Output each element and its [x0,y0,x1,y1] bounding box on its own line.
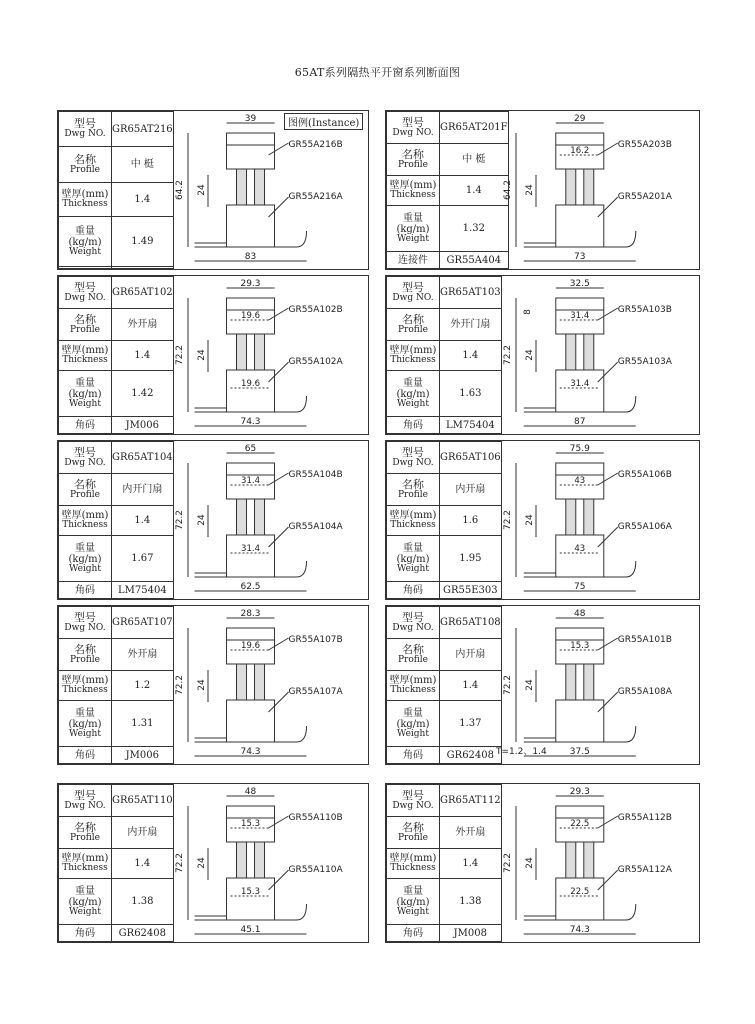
callout-b-label: GR55A108A [617,687,672,697]
lower-chamber [227,370,275,412]
inner-top-dimension-label: 31.4 [570,311,590,321]
bottom-dimension-label: 87 [574,417,586,427]
callout-b-label: GR55A110A [288,865,343,875]
lower-chamber [556,205,604,247]
model-value: GR65AT106 [440,442,502,474]
height-dimension-label: 72.2 [503,344,513,366]
inner-top-dimension-label: 16.2 [570,146,590,156]
base-flange [524,561,636,577]
weight-value: 1.37 [440,701,502,747]
thickness-value: 1.4 [440,849,502,879]
thermal-strip-right [255,664,265,700]
top-dimension-label: 32.5 [569,279,590,289]
height-dimension-label: 72.2 [175,344,185,366]
callout-b-leader [269,197,289,217]
mid-dimension-label: 24 [197,857,207,869]
thickness-value: 1.4 [112,341,174,371]
profile-value: 中 梃 [440,144,509,176]
thermal-strip-right [255,499,265,535]
profile-value: 外开门扇 [440,309,502,341]
callout-b-label: GR55A216A [288,192,343,202]
top-dimension-label: 48 [244,787,257,797]
corner-value: GR62408 [112,925,174,942]
thermal-strip-right [584,842,594,878]
corner-value: JM006 [112,747,174,764]
thermal-strip-left [237,664,247,700]
mid-dimension-label: 24 [525,679,535,691]
corner-value: LM75404 [440,417,502,434]
profile-drawing [164,441,369,600]
thermal-strip-left [566,334,576,370]
callout-a-label: GR55A101B [617,635,672,645]
callout-a-label: GR55A104B [288,470,343,480]
profile-drawing [164,606,369,765]
lower-chamber [227,535,275,577]
bottom-dimension-label: 45.1 [240,925,261,935]
profile-drawing [492,606,700,765]
top-dimension-label: 29.3 [569,787,590,797]
model-value: GR65AT108 [440,607,502,639]
thermal-strip-right [255,169,265,205]
base-flange [195,561,307,577]
section-card [57,275,369,435]
model-value: GR65AT107 [112,607,174,639]
thickness-value: 1.4 [112,182,174,216]
base-flange [524,904,636,920]
thickness-value: 1.4 [112,849,174,879]
profile-value: 内开门扇 [112,474,174,506]
spec-table: 型号 Dwg NO. GR65AT104 名称 Profile 内开门扇 壁厚(mm) Thickness 1.4 重量(kg/m) Weight 1.67 角码 LM75404 [58,441,174,599]
bottom-dimension-label: 37.5 [569,747,590,757]
callout-a-label: GR55A107B [288,635,343,645]
weight-value: 1.38 [440,879,502,925]
thermal-strip-right [584,169,594,205]
model-value: GR65AT103 [440,277,502,309]
bottom-dimension-label: 62.5 [240,582,261,592]
callout-a-label: GR55A203B [617,140,672,150]
callout-a-label: GR55A216B [288,140,343,150]
bottom-dimension-label: 83 [244,252,257,262]
lower-chamber [556,535,604,577]
base-flange [195,904,307,920]
callout-b-leader [269,362,289,382]
lower-chamber [556,878,604,920]
mid-dimension-label: 24 [197,679,207,691]
section-card [57,783,369,943]
model-value: GR65AT102 [112,277,174,309]
profile-drawing [164,111,369,270]
inner-top-dimension-label: 31.4 [241,476,260,486]
thermal-strip-left [566,499,576,535]
top-dimension-label: 75.9 [569,444,590,454]
callout-b-leader [269,692,289,712]
thermal-strip-left [237,334,247,370]
callout-b-label: GR55A107A [288,687,343,697]
spec-table: 型号 Dwg NO. GR65AT201F 名称 Profile 中 梃 壁厚(mm) Thickness 1.4 重量(kg/m) Weight 1.32 连接件 GR55A404 [386,111,509,269]
height-dimension-label: 72.2 [503,509,513,531]
mid-dimension-label: 24 [197,184,207,196]
profile-drawing [492,784,700,943]
inner-bottom-dimension-label: 31.4 [241,544,260,554]
callout-b-label: GR55A104A [288,522,343,532]
base-flange [195,231,307,247]
inner-top-dimension-label: 19.6 [241,641,260,651]
top-dimension-label: 39 [244,114,257,124]
inner-top-dimension-label: 19.6 [241,311,260,321]
thermal-strip-left [566,664,576,700]
callout-a-label: GR55A106B [617,470,672,480]
offset-note: 8 [523,309,533,315]
bottom-dimension-label: 74.3 [240,417,261,427]
mid-dimension-label: 24 [525,184,535,196]
weight-value: 1.49 [112,216,174,267]
top-dimension-label: 28.3 [240,609,261,619]
base-flange [195,396,307,412]
callout-b-label: GR55A112A [617,865,672,875]
thermal-strip-left [237,499,247,535]
callout-a-label: GR55A103B [617,305,672,315]
thermal-strip-left [237,169,247,205]
bottom-dimension-label: 75 [574,582,586,592]
section-card [57,605,369,765]
callout-a-label: GR55A102B [288,305,343,315]
height-dimension-label: 64.2 [503,179,513,201]
mid-dimension-label: 24 [525,349,535,361]
corner-value: JM008 [440,925,502,942]
profile-value: 中 梃 [112,147,174,182]
callout-b-leader [598,692,618,712]
model-value: GR65AT112 [440,785,502,817]
weight-value: 1.31 [112,701,174,747]
section-card [385,440,700,600]
section-card [57,110,369,270]
section-card [385,605,700,765]
profile-value: 外开扇 [440,817,502,849]
callout-a-label: GR55A110B [288,813,343,823]
height-dimension-label: 72.2 [175,509,185,531]
thickness-value: 1.6 [440,506,502,536]
bottom-dimension-label: 74.3 [240,747,261,757]
height-dimension-label: 72.2 [503,852,513,874]
bottom-dimension-label: 74.3 [569,925,590,935]
callout-b-leader [269,870,289,890]
section-card [385,275,700,435]
base-flange [524,231,636,247]
inner-bottom-dimension-label: 31.4 [570,379,590,389]
mid-dimension-label: 24 [197,349,207,361]
profile-drawing [164,276,369,435]
bottom-dimension-label: 73 [574,252,586,262]
spec-table: 型号 Dwg NO. GR65AT107 名称 Profile 外开扇 壁厚(mm) Thickness 1.2 重量(kg/m) Weight 1.31 角码 JM006 [58,606,174,764]
top-dimension-label: 29 [574,114,586,124]
spec-table: 型号 Dwg NO. GR65AT106 名称 Profile 内开扇 壁厚(mm) Thickness 1.6 重量(kg/m) Weight 1.95 角码 GR55E303 [386,441,502,599]
callout-a-label: GR55A112B [617,813,672,823]
mid-dimension-label: 24 [197,514,207,526]
thickness-note: T=1.2、1.4 [496,747,547,757]
inner-bottom-dimension-label: 19.6 [241,379,260,389]
profile-value: 外开扇 [112,639,174,671]
thermal-strip-right [255,334,265,370]
section-card [385,110,700,270]
height-dimension-label: 72.2 [175,674,185,696]
thermal-strip-left [237,842,247,878]
mid-dimension-label: 24 [525,514,535,526]
profile-value: 内开扇 [440,474,502,506]
corner-value: GR55E303 [440,582,502,599]
model-value: GR65AT216 [112,112,174,147]
callout-b-leader [269,527,289,547]
model-value: GR65AT110 [112,785,174,817]
upper-chamber [227,133,275,169]
profile-value: 内开扇 [440,639,502,671]
inner-top-dimension-label: 15.3 [241,819,260,829]
thickness-value: 1.4 [112,506,174,536]
section-card [385,783,700,943]
top-dimension-label: 29.3 [240,279,261,289]
spec-table: 型号 Dwg NO. GR65AT102 名称 Profile 外开扇 壁厚(mm) Thickness 1.4 重量(kg/m) Weight 1.42 角码 JM006 [58,276,174,434]
inner-bottom-dimension-label: 22.5 [570,887,590,897]
weight-value: 1.63 [440,371,502,417]
spec-table: 型号 Dwg NO. GR65AT110 名称 Profile 内开扇 壁厚(mm) Thickness 1.4 重量(kg/m) Weight 1.38 角码 GR62408 [58,784,174,942]
inner-top-dimension-label: 22.5 [570,819,590,829]
thickness-value: 1.4 [440,341,502,371]
thermal-strip-left [566,169,576,205]
spec-table: 型号 Dwg NO. GR65AT108 名称 Profile 内开扇 壁厚(mm) Thickness 1.4 重量(kg/m) Weight 1.37 角码 GR62408 [386,606,502,764]
lower-chamber [556,370,604,412]
corner-value: JM006 [112,417,174,434]
inner-bottom-dimension-label: 43 [574,544,586,554]
profile-drawing [492,276,700,435]
spec-table: 型号 Dwg NO. GR65AT216 名称 Profile 中 梃 壁厚(mm) Thickness 1.4 重量(kg/m) Weight 1.49 [58,111,174,269]
profile-drawing [492,111,700,270]
thermal-strip-left [566,842,576,878]
thickness-value: 1.2 [112,671,174,701]
thickness-value: 1.4 [440,671,502,701]
weight-value: 1.32 [440,206,509,252]
inner-top-dimension-label: 15.3 [570,641,590,651]
top-dimension-label: 48 [574,609,586,619]
base-flange [195,726,307,742]
section-card [57,440,369,600]
thermal-strip-right [584,334,594,370]
lower-chamber [227,878,275,920]
corner-value: LM75404 [112,582,174,599]
corner-value: GR62408 [440,747,502,764]
callout-b-label: GR55A102A [288,357,343,367]
lower-chamber [227,205,275,247]
corner-value: GR55A404 [440,252,509,269]
callout-b-label: GR55A106A [617,522,672,532]
inner-bottom-dimension-label: 15.3 [241,887,260,897]
page-title: 65AT系列隔热平开窗系列断面图 [294,66,461,79]
weight-value: 1.42 [112,371,174,417]
weight-value: 1.38 [112,879,174,925]
callout-b-leader [598,197,618,217]
thermal-strip-right [584,499,594,535]
thermal-strip-right [255,842,265,878]
top-dimension-label: 65 [244,444,257,454]
weight-value: 1.95 [440,536,502,582]
model-value: GR65AT104 [112,442,174,474]
base-flange [524,396,636,412]
height-dimension-label: 72.2 [175,852,185,874]
callout-b-leader [598,870,618,890]
lower-chamber [227,700,275,742]
model-value: GR65AT201F [440,112,509,144]
profile-value: 外开扇 [112,309,174,341]
spec-table: 型号 Dwg NO. GR65AT112 名称 Profile 外开扇 壁厚(mm) Thickness 1.4 重量(kg/m) Weight 1.38 角码 JM008 [386,784,502,942]
instance-legend: 图例(Instance) [284,113,363,130]
callout-b-label: GR55A201A [617,192,672,202]
callout-b-leader [598,362,618,382]
callout-b-leader [598,527,618,547]
base-flange [524,726,636,742]
callout-b-label: GR55A103A [617,357,672,367]
mid-dimension-label: 24 [525,857,535,869]
thermal-strip-right [584,664,594,700]
spec-table: 型号 Dwg NO. GR65AT103 名称 Profile 外开门扇 壁厚(mm) Thickness 1.4 重量(kg/m) Weight 1.63 角码 LM75404 [386,276,502,434]
profile-drawing [164,784,369,943]
inner-top-dimension-label: 43 [574,476,586,486]
weight-value: 1.67 [112,536,174,582]
lower-chamber [556,700,604,742]
height-dimension-label: 72.2 [503,674,513,696]
profile-value: 内开扇 [112,817,174,849]
profile-drawing [492,441,700,600]
thickness-value: 1.4 [440,176,509,206]
height-dimension-label: 64.2 [175,179,185,201]
